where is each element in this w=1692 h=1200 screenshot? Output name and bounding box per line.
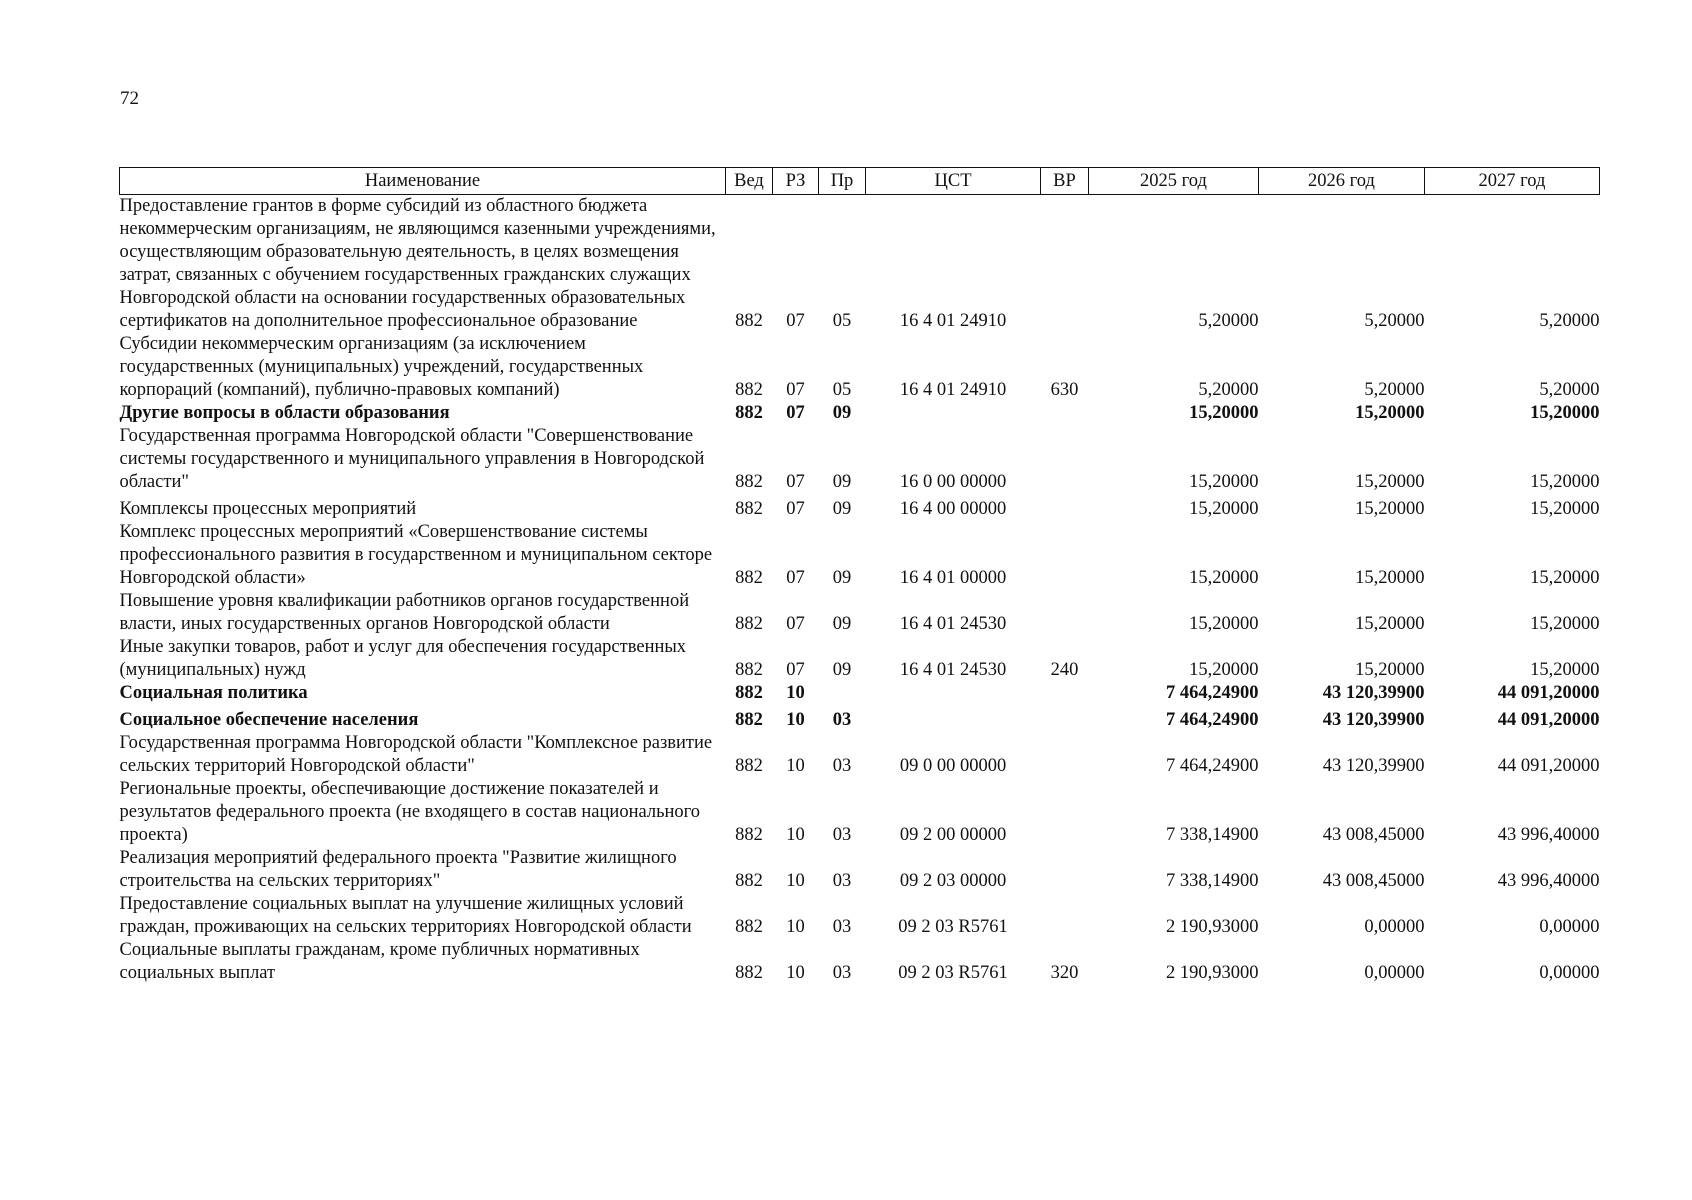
- row-vr: [1041, 521, 1089, 590]
- row-vr: [1041, 893, 1089, 939]
- row-amount-2026: 5,20000: [1364, 380, 1425, 400]
- row-vr: [1041, 590, 1089, 636]
- row-amount-2025: 15,20000: [1189, 403, 1259, 423]
- row-amount-2025: 5,20000: [1198, 380, 1259, 400]
- row-cst: [866, 705, 1041, 732]
- row-vr: 630: [1050, 380, 1079, 400]
- table-row: [120, 939, 1600, 985]
- row-amount-2027: 15,20000: [1530, 403, 1600, 423]
- table-row: [120, 195, 1600, 334]
- row-cst: [866, 682, 1041, 705]
- row-amount-2026: 15,20000: [1355, 499, 1425, 519]
- row-ved: 882: [735, 614, 763, 634]
- row-cst: 09 2 03 R5761: [898, 917, 1008, 937]
- row-name: Государственная программа Новгородской области "Совершенствование системы государственного и муниципального управления в Новгородской области": [119, 426, 705, 492]
- table-row: [120, 333, 1600, 402]
- row-pr: 05: [832, 380, 852, 400]
- row-rz: 10: [786, 825, 805, 845]
- row-amount-2027: 15,20000: [1530, 499, 1600, 519]
- row-amount-2026: 43 008,45000: [1322, 871, 1425, 891]
- row-amount-2027: 5,20000: [1539, 311, 1600, 331]
- header-cst: ЦСТ: [866, 168, 1041, 195]
- row-vr: [1041, 494, 1089, 521]
- row-amount-2025: 2 190,93000: [1166, 917, 1259, 937]
- table-row: [120, 494, 1600, 521]
- row-amount-2025: 15,20000: [1189, 499, 1259, 519]
- row-amount-2026: 43 120,39900: [1322, 683, 1425, 703]
- row-ved: 882: [735, 380, 763, 400]
- row-amount-2027: 44 091,20000: [1497, 756, 1600, 776]
- row-rz: 07: [786, 660, 805, 680]
- row-name: Иные закупки товаров, работ и услуг для обеспечения государственных (муниципальных) нужд: [119, 637, 687, 680]
- row-rz: 07: [786, 311, 805, 331]
- header-2027: 2027 год: [1425, 168, 1600, 195]
- row-name: Предоставление грантов в форме субсидий из областного бюджета некоммерческим организациям, не являющимся казенными учреждениями, осуществляющим образовательную деятельность, в целях возмещения затрат, связанных с обучением государственных гражданских служащих Новгородской области на основании государственных образовательных сертификатов на дополнительное профессиональное образование: [119, 196, 716, 331]
- table-row: [120, 682, 1600, 705]
- row-amount-2026: 15,20000: [1355, 403, 1425, 423]
- row-name: Государственная программа Новгородской области "Комплексное развитие сельских территорий Новгородской области": [119, 733, 713, 776]
- row-cst: 16 0 00 00000: [899, 472, 1007, 492]
- row-amount-2025: 7 464,24900: [1166, 756, 1259, 776]
- row-amount-2025: 7 464,24900: [1166, 710, 1259, 730]
- row-amount-2027: 15,20000: [1530, 614, 1600, 634]
- row-ved: 882: [735, 311, 763, 331]
- header-pr: Пр: [819, 168, 866, 195]
- row-name: Повышение уровня квалификации работников органов государственной власти, иных государственных органов Новгородской области: [119, 591, 690, 634]
- row-amount-2027: 5,20000: [1539, 380, 1600, 400]
- row-cst: 16 4 01 24910: [899, 311, 1007, 331]
- row-rz: 10: [786, 683, 805, 703]
- row-rz: 10: [786, 963, 805, 983]
- table-row: [120, 705, 1600, 732]
- row-amount-2026: 0,00000: [1364, 917, 1425, 937]
- row-ved: 882: [735, 710, 763, 730]
- row-amount-2026: 43 008,45000: [1322, 825, 1425, 845]
- table-row: [120, 402, 1600, 425]
- row-ved: 882: [735, 568, 763, 588]
- row-amount-2027: 44 091,20000: [1497, 710, 1600, 730]
- row-cst: 09 2 00 00000: [899, 825, 1007, 845]
- row-amount-2027: 44 091,20000: [1497, 683, 1600, 703]
- row-pr: 03: [832, 710, 852, 730]
- row-pr: 03: [832, 871, 852, 891]
- table-row: [120, 778, 1600, 847]
- row-amount-2027: 15,20000: [1530, 568, 1600, 588]
- row-rz: 10: [786, 710, 805, 730]
- row-cst: 16 4 01 24530: [899, 614, 1007, 634]
- row-amount-2026: 15,20000: [1355, 614, 1425, 634]
- row-amount-2025: 2 190,93000: [1166, 963, 1259, 983]
- row-rz: 07: [786, 472, 805, 492]
- table-row: [120, 732, 1600, 778]
- row-vr: [1041, 682, 1089, 705]
- row-ved: 882: [735, 472, 763, 492]
- table-header-row: [120, 168, 1600, 195]
- table-row: [120, 425, 1600, 494]
- row-name: Комплексы процессных мероприятий: [119, 499, 417, 519]
- row-ved: 882: [735, 756, 763, 776]
- row-amount-2025: 7 338,14900: [1166, 871, 1259, 891]
- row-amount-2025: 7 464,24900: [1166, 683, 1259, 703]
- row-name: Региональные проекты, обеспечивающие достижение показателей и результатов федерального проекта (не входящего в состав национального проекта): [119, 779, 701, 845]
- row-vr: [1041, 847, 1089, 893]
- header-2025: 2025 год: [1089, 168, 1259, 195]
- row-ved: 882: [735, 403, 763, 423]
- table-body: [120, 195, 1600, 986]
- row-ved: 882: [735, 825, 763, 845]
- row-cst: 16 4 01 24530: [899, 660, 1007, 680]
- row-pr: [819, 682, 866, 705]
- row-rz: 10: [786, 917, 805, 937]
- row-pr: 03: [832, 917, 852, 937]
- row-cst: 09 0 00 00000: [899, 756, 1007, 776]
- row-name: Социальные выплаты гражданам, кроме публичных нормативных социальных выплат: [119, 940, 640, 983]
- table-header: [120, 168, 1600, 195]
- header-2026: 2026 год: [1259, 168, 1425, 195]
- row-rz: 07: [786, 380, 805, 400]
- table-row: [120, 893, 1600, 939]
- header-vr: ВР: [1041, 168, 1089, 195]
- row-ved: 882: [735, 963, 763, 983]
- row-ved: 882: [735, 871, 763, 891]
- row-ved: 882: [735, 917, 763, 937]
- header-rz: РЗ: [773, 168, 819, 195]
- row-amount-2026: 5,20000: [1364, 311, 1425, 331]
- row-amount-2027: 15,20000: [1530, 472, 1600, 492]
- row-amount-2025: 15,20000: [1189, 614, 1259, 634]
- row-vr: 240: [1050, 660, 1079, 680]
- row-amount-2026: 43 120,39900: [1322, 756, 1425, 776]
- row-amount-2025: 15,20000: [1189, 660, 1259, 680]
- table-row: [120, 847, 1600, 893]
- row-amount-2027: 0,00000: [1539, 963, 1600, 983]
- row-name: Другие вопросы в области образования: [119, 403, 450, 423]
- row-rz: 10: [786, 871, 805, 891]
- row-vr: [1041, 402, 1089, 425]
- row-pr: 03: [832, 963, 852, 983]
- row-amount-2027: 15,20000: [1530, 660, 1600, 680]
- row-cst: 09 2 03 R5761: [898, 963, 1008, 983]
- table-row: [120, 590, 1600, 636]
- row-vr: [1041, 732, 1089, 778]
- row-vr: [1041, 195, 1089, 334]
- page-number: 72: [120, 88, 139, 109]
- row-ved: 882: [735, 499, 763, 519]
- table-row: [120, 521, 1600, 590]
- row-amount-2026: 15,20000: [1355, 568, 1425, 588]
- row-rz: 07: [786, 568, 805, 588]
- row-pr: 05: [832, 311, 852, 331]
- row-amount-2025: 7 338,14900: [1166, 825, 1259, 845]
- row-pr: 09: [832, 660, 852, 680]
- row-vr: [1041, 778, 1089, 847]
- row-amount-2027: 0,00000: [1539, 917, 1600, 937]
- row-amount-2026: 15,20000: [1355, 472, 1425, 492]
- header-ved: Вед: [726, 168, 773, 195]
- row-rz: 07: [786, 614, 805, 634]
- row-pr: 09: [832, 403, 852, 423]
- row-name: Реализация мероприятий федерального проекта "Развитие жилищного строительства на сельских территориях": [119, 848, 677, 891]
- row-amount-2026: 43 120,39900: [1322, 710, 1425, 730]
- row-pr: 09: [832, 472, 852, 492]
- row-name: Социальное обеспечение населения: [119, 710, 419, 730]
- row-name: Комплекс процессных мероприятий «Совершенствование системы профессионального развития в государственном и муниципальном секторе Новгородской области»: [119, 522, 713, 588]
- budget-table: [119, 167, 1600, 985]
- row-pr: 09: [832, 568, 852, 588]
- row-amount-2025: 15,20000: [1189, 568, 1259, 588]
- row-ved: 882: [735, 660, 763, 680]
- row-amount-2027: 43 996,40000: [1497, 871, 1600, 891]
- row-name: Субсидии некоммерческим организациям (за исключением государственных (муниципальных) учреждений, государственных корпораций (компаний), публично-правовых компаний): [119, 334, 644, 400]
- row-cst: 16 4 01 00000: [899, 568, 1007, 588]
- row-cst: [866, 402, 1041, 425]
- row-ved: 882: [735, 683, 763, 703]
- row-name: Предоставление социальных выплат на улучшение жилищных условий граждан, проживающих на сельских территориях Новгородской области: [119, 894, 692, 937]
- row-pr: 09: [832, 499, 852, 519]
- row-name: Социальная политика: [119, 683, 308, 703]
- row-rz: 10: [786, 756, 805, 776]
- row-pr: 03: [832, 756, 852, 776]
- row-amount-2027: 43 996,40000: [1497, 825, 1600, 845]
- budget-table-container: [119, 167, 1599, 985]
- row-rz: 07: [786, 403, 805, 423]
- row-rz: 07: [786, 499, 805, 519]
- row-pr: 09: [832, 614, 852, 634]
- row-vr: [1041, 705, 1089, 732]
- row-vr: 320: [1050, 963, 1079, 983]
- row-pr: 03: [832, 825, 852, 845]
- header-name: Наименование: [120, 168, 726, 195]
- table-row: [120, 636, 1600, 682]
- row-amount-2025: 5,20000: [1198, 311, 1259, 331]
- row-cst: 16 4 01 24910: [899, 380, 1007, 400]
- row-vr: [1041, 425, 1089, 494]
- row-amount-2025: 15,20000: [1189, 472, 1259, 492]
- row-amount-2026: 0,00000: [1364, 963, 1425, 983]
- row-cst: 16 4 00 00000: [899, 499, 1007, 519]
- row-amount-2026: 15,20000: [1355, 660, 1425, 680]
- row-cst: 09 2 03 00000: [899, 871, 1007, 891]
